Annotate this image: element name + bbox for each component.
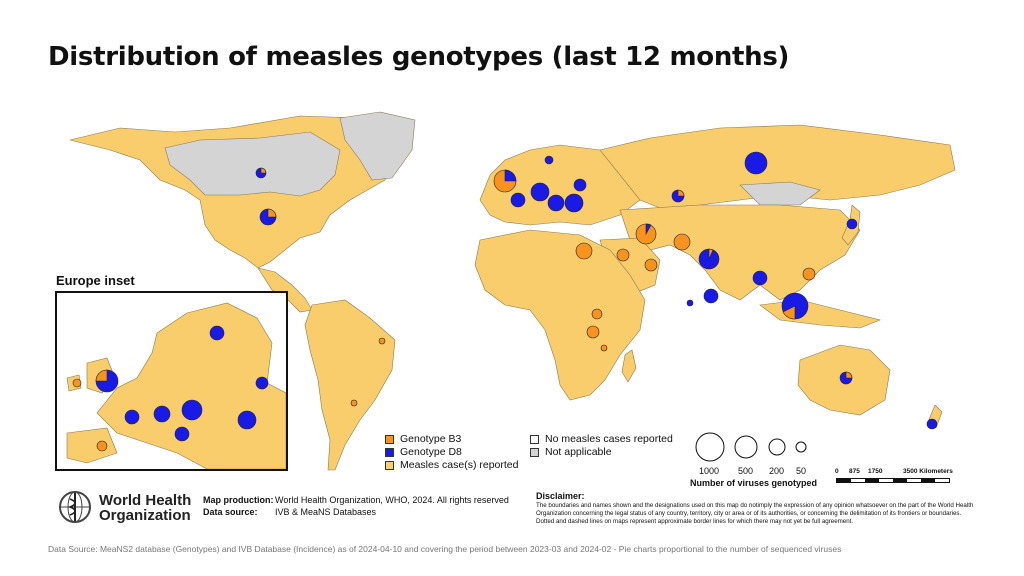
legend-label-na: Not applicable bbox=[545, 446, 612, 458]
size-circle-200 bbox=[769, 439, 785, 455]
size-label-200: 200 bbox=[769, 466, 785, 476]
cases-swatch bbox=[385, 461, 394, 470]
south-america-land bbox=[305, 300, 395, 470]
legend-item-b3 bbox=[385, 433, 518, 445]
legend-label-no-cases: No measles cases reported bbox=[545, 433, 673, 445]
map-production-value: World Health Organization, WHO, 2024. All rights reserved bbox=[275, 495, 509, 505]
europe-inset-map bbox=[55, 291, 288, 471]
who-name-line2: Organization bbox=[99, 507, 191, 524]
madagascar-land bbox=[622, 350, 636, 382]
indonesia-land bbox=[760, 300, 880, 328]
legend-item-d8 bbox=[385, 446, 518, 458]
asia-land bbox=[620, 205, 860, 300]
legend-item-na bbox=[530, 446, 673, 458]
legend-status bbox=[530, 433, 673, 459]
legend-label-cases: Measles case(s) reported bbox=[400, 459, 519, 471]
size-label-500: 500 bbox=[738, 466, 754, 476]
size-circle-1000 bbox=[696, 433, 724, 461]
size-label-1000: 1000 bbox=[699, 466, 720, 476]
legend-label-b3: Genotype B3 bbox=[400, 433, 462, 445]
scale-label-0: 0 bbox=[835, 468, 839, 475]
scale-label-875: 875 bbox=[849, 468, 860, 475]
who-emblem-icon bbox=[55, 489, 95, 525]
legend-item-cases bbox=[385, 459, 518, 471]
map-production-label: Map production: bbox=[203, 495, 274, 505]
inset-title: Europe inset bbox=[56, 273, 135, 288]
no-cases-swatch bbox=[530, 435, 539, 444]
disclaimer-heading: Disclaimer: bbox=[536, 491, 585, 501]
data-source-value: IVB & MeaNS Databases bbox=[275, 507, 377, 517]
legend-label-d8: Genotype D8 bbox=[400, 446, 462, 458]
scale-label-1750: 1750 bbox=[868, 468, 883, 475]
scale-label-3500: 3500 Kilometers bbox=[903, 468, 953, 475]
size-circle-500 bbox=[735, 436, 757, 458]
who-name bbox=[99, 493, 191, 523]
size-label-50: 50 bbox=[796, 466, 807, 476]
data-source-footer: Data Source: MeaNS2 database (Genotypes) and IVB Database (Incidence) as of 2024-04-10 and covering the period between 2023-03 and 2024-02 - Pie charts proportional to the number of sequenced viruses bbox=[48, 544, 842, 554]
who-name-line1: World Health bbox=[99, 492, 192, 509]
production-info bbox=[203, 494, 509, 518]
data-source-label: Data source: bbox=[203, 507, 258, 517]
size-circle-50 bbox=[796, 442, 806, 452]
disclaimer bbox=[536, 492, 976, 526]
legend-genotypes bbox=[385, 433, 518, 472]
b3-swatch bbox=[385, 435, 394, 444]
d8-swatch bbox=[385, 448, 394, 457]
disclaimer-text: The boundaries and names shown and the designations used on this map do notimply the expression of any opinion whatsoever on the part of the World Health Organization concerning the legal status of any country, territory, city or area or of its authorities, or concerning the delimitation of its frontiers or boundaries. Dotted and dashed lines on maps represent approximate border lines for which there may not yet be full agreement. bbox=[536, 502, 974, 525]
na-swatch bbox=[530, 448, 539, 457]
scale-bar bbox=[835, 468, 985, 490]
size-legend bbox=[690, 430, 818, 490]
page-title: Distribution of measles genotypes (last 12 months) bbox=[48, 42, 790, 72]
legend-item-no-cases bbox=[530, 433, 673, 445]
size-legend-caption: Number of viruses genotyped bbox=[690, 478, 818, 488]
